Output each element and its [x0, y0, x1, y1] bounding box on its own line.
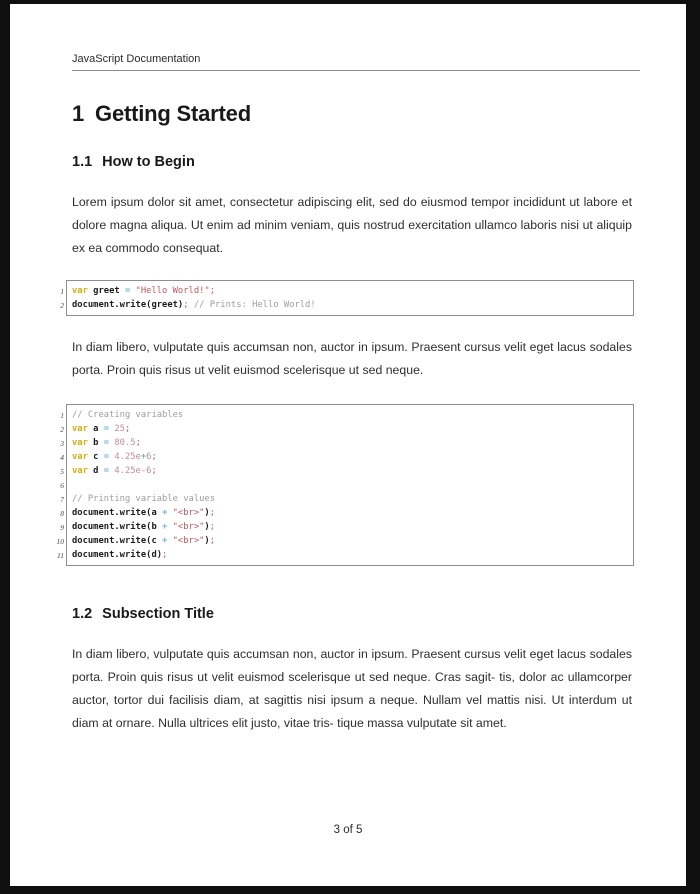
line-number: 6	[60, 481, 64, 490]
code-token-kw: var	[72, 466, 88, 476]
code-token-pun: ;	[209, 286, 216, 296]
line-number: 1	[60, 411, 64, 420]
line-number: 4	[60, 453, 64, 462]
code-token-id: document.write(d)	[72, 550, 163, 560]
code-token-com: // Printing variable values	[72, 494, 215, 504]
code-token-pun: ;	[183, 300, 189, 310]
code-token-num: 4.25e	[109, 452, 141, 462]
section-title: How to Begin	[102, 154, 195, 170]
page-footer	[10, 824, 686, 836]
code-line	[60, 520, 629, 534]
code-token-com: // Creating variables	[72, 410, 184, 420]
paragraph-lorem: Lorem ipsum dolor sit amet, consectetur adipiscing elit, sed do eiusmod tempor incididunt ut labore et dolore magna aliqua. Ut enim ad minim veniam, quis nostrud exercitation ullamco laboris nisi ut aliquip ex ea commodo consequat.	[72, 195, 632, 255]
code-token-pun: ;	[209, 536, 216, 546]
code-token-id: )	[204, 522, 210, 532]
code-token-op: =	[103, 466, 110, 476]
document-page	[10, 4, 686, 886]
page-number-indicator: 3 of 5	[333, 824, 363, 836]
code-token-op: =	[103, 424, 110, 434]
header-title: JavaScript Documentation	[72, 53, 201, 65]
code-token-pun: ;	[209, 508, 216, 518]
code-token-id: document.write(greet)	[72, 300, 184, 310]
line-number: 11	[57, 551, 64, 560]
code-token-id: document.write(c	[72, 536, 163, 546]
code-line	[60, 436, 629, 450]
code-token-com: // Prints: Hello World!	[188, 300, 316, 310]
line-number: 2	[60, 301, 64, 310]
code-token-id: document.write(b	[72, 522, 163, 532]
code-token-kw: var	[72, 438, 88, 448]
code-token-pun: ;	[151, 466, 157, 476]
code-token-str: "<br>"	[167, 536, 205, 546]
line-number: 8	[60, 509, 64, 518]
code-token-pun: ;	[162, 550, 168, 560]
code-line	[60, 464, 629, 478]
line-number: 9	[60, 523, 64, 532]
code-token-op: +	[162, 508, 168, 518]
code-token-op: +	[162, 522, 168, 532]
code-token-kw: var	[72, 286, 88, 296]
code-line	[60, 478, 629, 492]
code-token-id: )	[204, 536, 210, 546]
code-token-id: )	[204, 508, 210, 518]
code-token-num: 6	[146, 452, 152, 462]
chapter-title: Getting Started	[95, 101, 251, 126]
code-line	[56, 534, 629, 548]
code-token-op: =	[103, 438, 110, 448]
code-token-pun: ;	[209, 522, 216, 532]
section-number: 1.2	[72, 606, 93, 622]
code-token-op: +	[162, 536, 168, 546]
code-token-id: d	[87, 466, 104, 476]
code-token-id: greet	[87, 286, 125, 296]
section-heading-1-1	[72, 154, 195, 170]
code-token-num: 4.25e-6	[109, 466, 152, 476]
chapter-heading	[72, 101, 251, 127]
code-token-num: 25	[109, 424, 125, 434]
chapter-number: 1	[72, 101, 85, 126]
code-block-greet	[60, 280, 634, 316]
code-line	[57, 548, 629, 562]
line-number: 2	[60, 425, 64, 434]
line-number: 7	[60, 495, 64, 504]
code-token-num: 80.5	[109, 438, 136, 448]
code-block-variables	[56, 404, 634, 566]
code-token-kw: var	[72, 452, 88, 462]
code-line	[60, 506, 629, 520]
section-heading-1-2	[72, 606, 214, 622]
code-token-kw: var	[72, 424, 88, 434]
line-number: 10	[56, 537, 64, 546]
code-line	[60, 492, 629, 506]
code-line	[60, 422, 629, 436]
line-number: 5	[60, 467, 64, 476]
code-token-op: =	[103, 452, 110, 462]
code-token-str: "<br>"	[167, 522, 205, 532]
page-header	[72, 53, 640, 71]
code-line	[60, 298, 629, 312]
code-token-id: document.write(a	[72, 508, 163, 518]
code-token-id: a	[87, 424, 104, 434]
code-token-pun: ;	[151, 452, 157, 462]
code-token-str: "<br>"	[167, 508, 205, 518]
section-title: Subsection Title	[102, 606, 214, 622]
code-token-pun: ;	[135, 438, 141, 448]
code-token-op: +	[140, 452, 147, 462]
line-number: 1	[60, 287, 64, 296]
code-line	[60, 408, 629, 422]
paragraph-subsection: In diam libero, vulputate quis accumsan non, auctor in ipsum. Praesent cursus velit eget lacus sodales porta. Proin quis risus ut velit euismod scelerisque ut sed neque. Cras sagit- tis, dolor ac ullamcorper auctor, tortor dui facilisis diam, at sagittis nisi ipsum a neque. Nullam vel mattis nisi. Ut interdum ut diam at ornare. Nulla ultrices elit justo, vitae tris- tique massa vulputate sit amet.	[72, 647, 632, 730]
code-token-op: =	[124, 286, 131, 296]
code-token-str: "Hello World!"	[130, 286, 210, 296]
code-line	[60, 284, 629, 298]
code-line	[60, 450, 629, 464]
code-token-id: b	[87, 438, 104, 448]
code-token-id: c	[87, 452, 104, 462]
paragraph-in-diam: In diam libero, vulputate quis accumsan non, auctor in ipsum. Praesent cursus velit eget lacus sodales porta. Proin quis risus ut velit euismod scelerisque ut sed neque.	[72, 340, 632, 377]
code-token-pun: ;	[124, 424, 131, 434]
section-number: 1.1	[72, 154, 93, 170]
line-number: 3	[60, 439, 64, 448]
